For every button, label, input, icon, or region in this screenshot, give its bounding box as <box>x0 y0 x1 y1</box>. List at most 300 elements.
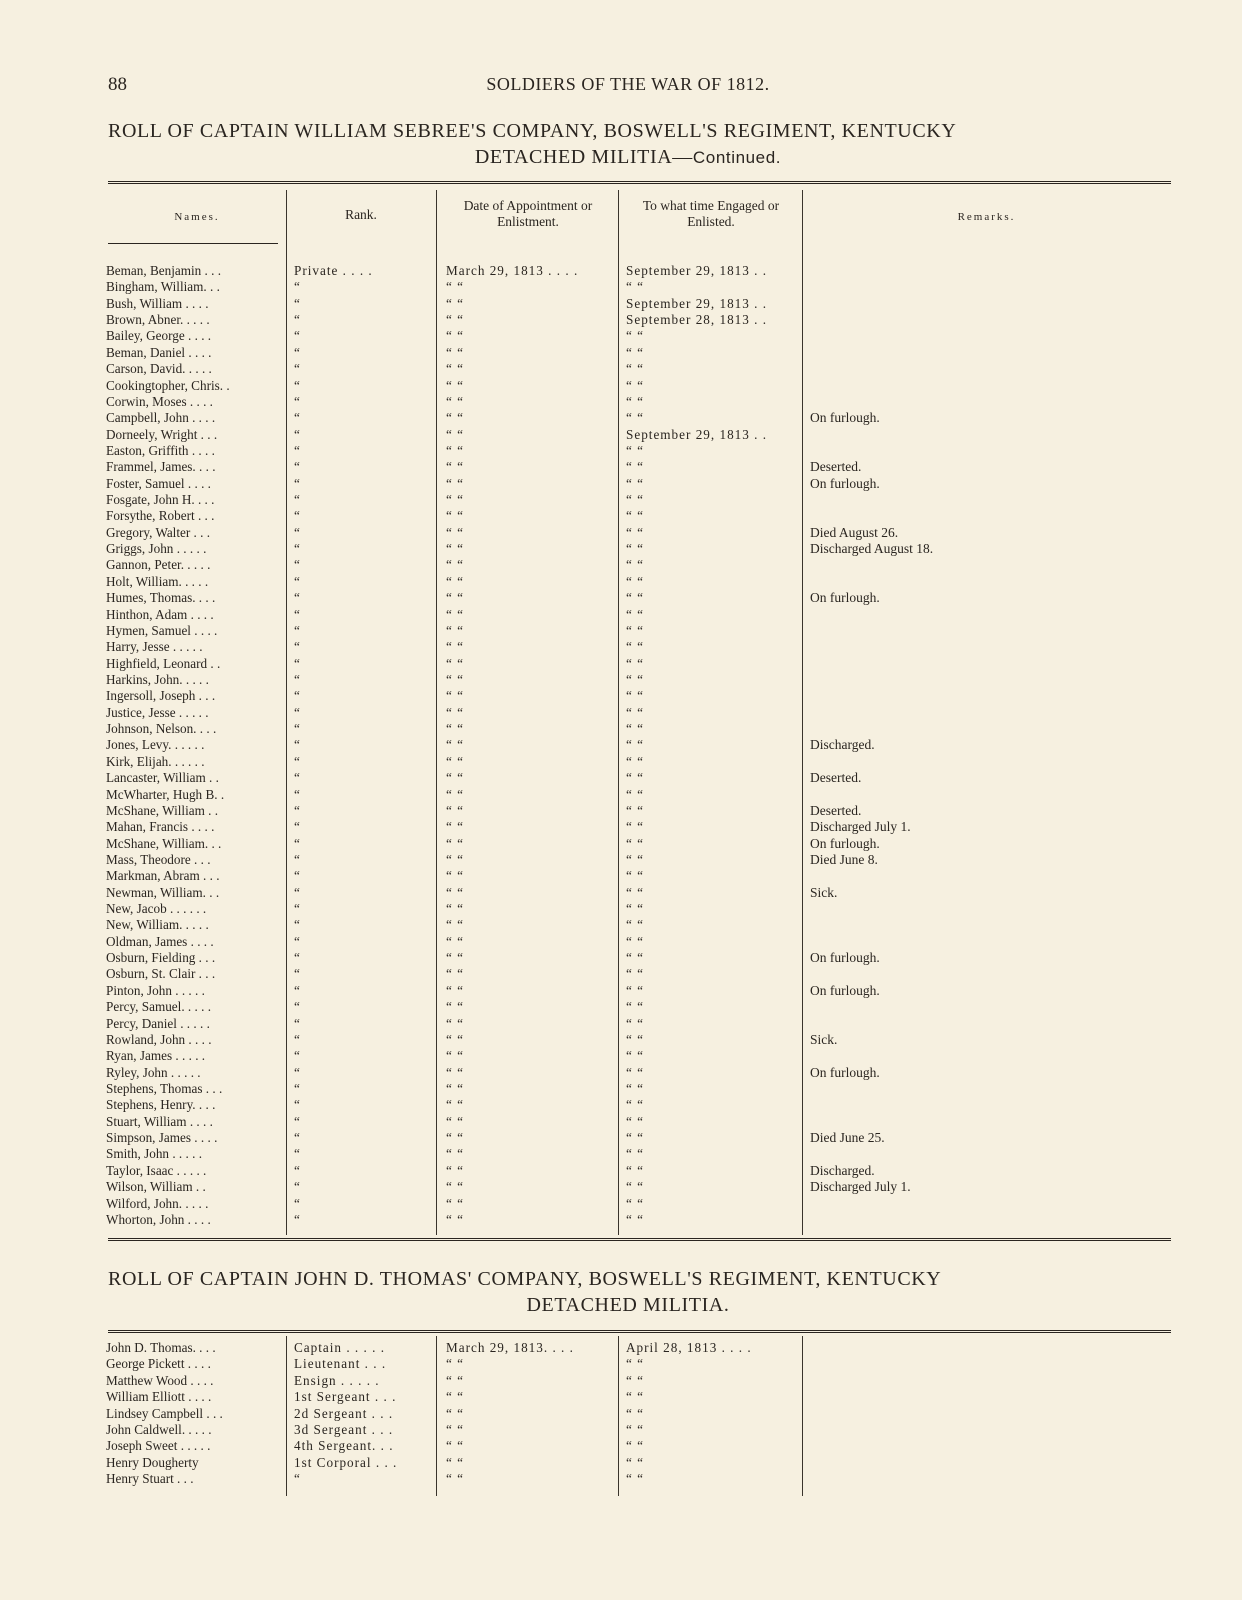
cell-term: “ “ <box>626 1356 645 1372</box>
cell-name: Mahan, Francis . . . . <box>106 819 215 835</box>
cell-rank: “ <box>294 1179 301 1195</box>
cell-name: Ingersoll, Joseph . . . <box>106 688 216 704</box>
roll1-divider-rank <box>286 190 287 1235</box>
cell-rank: “ <box>294 573 301 589</box>
cell-rank: “ <box>294 704 301 720</box>
cell-remarks: Discharged. <box>810 737 875 753</box>
cell-date: “ “ <box>446 459 465 475</box>
cell-remarks: Died June 8. <box>810 851 878 867</box>
cell-date: “ “ <box>446 1454 465 1470</box>
roll1-top-rule <box>108 181 1171 184</box>
cell-term: “ “ <box>626 688 645 704</box>
cell-date: “ “ <box>446 655 465 671</box>
cell-name: Johnson, Nelson. . . . <box>106 721 217 737</box>
cell-rank: “ <box>294 1048 301 1064</box>
cell-rank: Private . . . . <box>294 263 373 278</box>
cell-term: “ “ <box>626 1113 645 1129</box>
cell-name: Stephens, Thomas . . . <box>106 1081 223 1096</box>
cell-date: “ “ <box>446 835 465 851</box>
cell-term: “ “ <box>626 622 645 638</box>
cell-rank: “ <box>294 1064 301 1080</box>
cell-term: “ “ <box>626 541 645 557</box>
cell-rank: “ <box>294 508 301 524</box>
cell-date: “ “ <box>446 328 465 344</box>
cell-rank: “ <box>294 819 301 835</box>
cell-date: “ “ <box>446 1146 465 1162</box>
cell-term: “ “ <box>626 819 645 835</box>
cell-term: September 28, 1813 . . <box>626 312 768 328</box>
cell-remarks: On furlough. <box>810 1064 880 1080</box>
cell-name: Kirk, Elijah. . . . . . <box>106 753 205 769</box>
cell-date: “ “ <box>446 704 465 720</box>
cell-remarks: On furlough. <box>810 475 880 491</box>
cell-rank: “ <box>294 475 301 491</box>
cell-rank: “ <box>294 1130 301 1146</box>
roll1-col-remarks: Remarks. <box>957 211 1016 223</box>
cell-term: “ “ <box>626 1162 645 1178</box>
cell-rank: “ <box>294 279 301 295</box>
cell-name: Lindsey Campbell . . . <box>106 1405 223 1421</box>
cell-term: “ “ <box>626 933 645 949</box>
cell-rank: “ <box>294 1211 301 1227</box>
roll1-divider-date <box>436 190 437 1235</box>
cell-term: “ “ <box>626 1211 645 1227</box>
roll1-title-line1-text: ROLL OF CAPTAIN WILLIAM SEBREE'S COMPANY, BOSWELL'S REGIMENT, KENTUCKY <box>108 120 957 142</box>
cell-term: “ “ <box>626 950 645 966</box>
cell-name: Pinton, John . . . . . <box>106 982 205 998</box>
cell-term: “ “ <box>626 884 645 900</box>
cell-rank: “ <box>294 541 301 557</box>
cell-date: “ “ <box>446 851 465 867</box>
cell-rank: Captain . . . . . <box>294 1340 385 1355</box>
cell-remarks: Sick. <box>810 1031 838 1047</box>
cell-term: “ “ <box>626 492 645 508</box>
cell-date: “ “ <box>446 312 465 328</box>
cell-date: “ “ <box>446 1471 465 1487</box>
cell-name: Osburn, St. Clair . . . <box>106 966 216 982</box>
cell-name: Dorneely, Wright . . . <box>106 426 218 442</box>
cell-remarks: Sick. <box>810 884 838 900</box>
cell-name: Gregory, Walter . . . <box>106 524 211 540</box>
cell-date: “ “ <box>446 786 465 802</box>
cell-name: Ryan, James . . . . . <box>106 1048 206 1064</box>
cell-date: “ “ <box>446 999 465 1015</box>
cell-rank: “ <box>294 868 301 884</box>
cell-term: “ “ <box>626 721 645 737</box>
cell-rank: “ <box>294 590 301 606</box>
cell-name: Percy, Daniel . . . . . <box>106 1015 210 1031</box>
cell-rank: 1st Sergeant . . . <box>294 1389 397 1405</box>
cell-name: John D. Thomas. . . . <box>106 1340 216 1355</box>
cell-term: “ “ <box>626 770 645 786</box>
cell-name: Justice, Jesse . . . . . <box>106 704 209 720</box>
cell-date: “ “ <box>446 573 465 589</box>
cell-name: Joseph Sweet . . . . . <box>106 1438 211 1454</box>
cell-date: “ “ <box>446 475 465 491</box>
cell-date: “ “ <box>446 279 465 295</box>
cell-rank: “ <box>294 672 301 687</box>
cell-date: “ “ <box>446 1195 465 1211</box>
cell-term: “ “ <box>626 704 645 720</box>
cell-name: Taylor, Isaac . . . . . <box>106 1162 207 1178</box>
cell-name: Oldman, James . . . . <box>106 933 214 949</box>
cell-name: Henry Stuart . . . <box>106 1471 194 1487</box>
cell-name: Bingham, William. . . <box>106 279 220 295</box>
cell-name: Holt, William. . . . . <box>106 573 209 589</box>
cell-rank: “ <box>294 1195 301 1211</box>
cell-term: “ “ <box>626 672 645 687</box>
cell-name: Easton, Griffith . . . . <box>106 442 215 458</box>
roll1-divider-remarks <box>802 190 803 1235</box>
cell-date: “ “ <box>446 508 465 524</box>
cell-name: McShane, William . . <box>106 802 219 818</box>
cell-name: Stuart, William . . . . <box>106 1113 213 1129</box>
cell-rank: “ <box>294 753 301 769</box>
roll1-title-line2 <box>108 144 1148 171</box>
cell-rank: “ <box>294 1031 301 1047</box>
cell-term: “ “ <box>626 1405 645 1421</box>
cell-term: “ “ <box>626 1064 645 1080</box>
cell-term: “ “ <box>626 1454 645 1470</box>
cell-name: Harkins, John. . . . . <box>106 672 209 687</box>
cell-date: “ “ <box>446 442 465 458</box>
roll2-title <box>108 1266 1148 1318</box>
roll2-title-line2-text: DETACHED MILITIA. <box>526 1294 730 1316</box>
cell-date: “ “ <box>446 1031 465 1047</box>
cell-rank: “ <box>294 1162 301 1178</box>
cell-term: “ “ <box>626 459 645 475</box>
cell-term: “ “ <box>626 1195 645 1211</box>
cell-remarks: On furlough. <box>810 590 880 606</box>
cell-rank: “ <box>294 1146 301 1162</box>
cell-date: “ “ <box>446 524 465 540</box>
cell-date: “ “ <box>446 802 465 818</box>
cell-date: “ “ <box>446 393 465 409</box>
cell-name: Beman, Daniel . . . . <box>106 344 212 360</box>
cell-rank: “ <box>294 721 301 737</box>
page-header <box>108 74 1148 104</box>
cell-rank: “ <box>294 1097 301 1113</box>
cell-date: “ “ <box>446 426 465 442</box>
cell-rank: 4th Sergeant. . . <box>294 1438 394 1454</box>
cell-term: “ “ <box>626 655 645 671</box>
cell-rank: “ <box>294 344 301 360</box>
cell-term: “ “ <box>626 639 645 655</box>
cell-term: “ “ <box>626 917 645 933</box>
cell-name: Cookingtopher, Chris. . <box>106 377 230 393</box>
cell-rank: “ <box>294 361 301 377</box>
cell-date: “ “ <box>446 819 465 835</box>
cell-rank: “ <box>294 1113 301 1129</box>
roll1-bottom-rule <box>108 1238 1171 1241</box>
cell-remarks: On furlough. <box>810 410 880 426</box>
cell-name: Foster, Samuel . . . . <box>106 475 211 491</box>
cell-name: New, Jacob . . . . . . <box>106 901 207 917</box>
cell-term: “ “ <box>626 802 645 818</box>
cell-remarks: Discharged July 1. <box>810 1179 911 1195</box>
cell-date: “ “ <box>446 933 465 949</box>
cell-term: “ “ <box>626 508 645 524</box>
cell-rank: “ <box>294 295 301 311</box>
cell-date: “ “ <box>446 606 465 622</box>
cell-date: “ “ <box>446 688 465 704</box>
cell-rank: “ <box>294 410 301 426</box>
cell-name: Wilford, John. . . . . <box>106 1195 209 1211</box>
cell-rank: “ <box>294 950 301 966</box>
cell-rank: “ <box>294 459 301 475</box>
cell-date: “ “ <box>446 492 465 508</box>
cell-remarks: Died June 25. <box>810 1130 885 1146</box>
cell-name: John Caldwell. . . . . <box>106 1422 212 1437</box>
cell-date: “ “ <box>446 361 465 377</box>
cell-remarks: Discharged August 18. <box>810 541 934 557</box>
cell-rank: “ <box>294 982 301 998</box>
cell-date: “ “ <box>446 639 465 655</box>
cell-rank: “ <box>294 786 301 802</box>
cell-term: “ “ <box>626 1048 645 1064</box>
cell-term: “ “ <box>626 999 645 1015</box>
cell-date: “ “ <box>446 1179 465 1195</box>
cell-date: “ “ <box>446 1097 465 1113</box>
roll2-title-line2 <box>108 1292 1148 1318</box>
cell-term: “ “ <box>626 1130 645 1146</box>
cell-date: “ “ <box>446 1113 465 1129</box>
cell-name: Mass, Theodore . . . <box>106 851 211 867</box>
cell-name: Osburn, Fielding . . . <box>106 950 216 966</box>
cell-name: Smith, John . . . . . <box>106 1146 202 1162</box>
cell-rank: “ <box>294 835 301 851</box>
cell-name: Hymen, Samuel . . . . <box>106 622 218 638</box>
cell-term: “ “ <box>626 868 645 884</box>
cell-date: “ “ <box>446 753 465 769</box>
cell-date: “ “ <box>446 295 465 311</box>
cell-rank: “ <box>294 1471 301 1487</box>
cell-name: Fosgate, John H. . . . <box>106 492 215 508</box>
cell-rank: “ <box>294 966 301 982</box>
cell-term: “ “ <box>626 393 645 409</box>
cell-term: “ “ <box>626 851 645 867</box>
cell-term: “ “ <box>626 361 645 377</box>
cell-term: September 29, 1813 . . <box>626 295 768 311</box>
cell-rank: Ensign . . . . . <box>294 1372 380 1388</box>
cell-rank: “ <box>294 688 301 704</box>
roll2-top-rule <box>108 1330 1171 1333</box>
cell-date: “ “ <box>446 884 465 900</box>
cell-date: “ “ <box>446 1438 465 1454</box>
cell-term: “ “ <box>626 966 645 982</box>
cell-term: “ “ <box>626 328 645 344</box>
cell-term: “ “ <box>626 279 645 295</box>
cell-term: “ “ <box>626 410 645 426</box>
cell-name: Gannon, Peter. . . . . <box>106 557 211 573</box>
cell-name: Jones, Levy. . . . . . <box>106 737 205 753</box>
roll2-divider-rank <box>286 1336 287 1496</box>
cell-name: Lancaster, William . . <box>106 770 219 786</box>
cell-date: March 29, 1813 . . . . <box>446 263 579 278</box>
cell-term: “ “ <box>626 606 645 622</box>
cell-date: “ “ <box>446 917 465 933</box>
cell-name: Bailey, George . . . . <box>106 328 212 344</box>
cell-remarks: On furlough. <box>810 982 880 998</box>
cell-date: “ “ <box>446 344 465 360</box>
cell-date: “ “ <box>446 901 465 917</box>
cell-term: “ “ <box>626 1422 645 1437</box>
cell-rank: “ <box>294 639 301 655</box>
cell-date: “ “ <box>446 1422 465 1437</box>
cell-rank: “ <box>294 917 301 933</box>
cell-name: Whorton, John . . . . <box>106 1211 211 1227</box>
cell-term: September 29, 1813 . . <box>626 263 768 278</box>
cell-rank: “ <box>294 606 301 622</box>
cell-term: “ “ <box>626 590 645 606</box>
cell-term: “ “ <box>626 442 645 458</box>
cell-date: “ “ <box>446 1389 465 1405</box>
cell-term: “ “ <box>626 1015 645 1031</box>
cell-rank: “ <box>294 312 301 328</box>
roll2-divider-remarks <box>802 1336 803 1496</box>
cell-rank: “ <box>294 933 301 949</box>
page-number: 88 <box>108 74 127 95</box>
cell-remarks: On furlough. <box>810 835 880 851</box>
cell-name: Henry Dougherty <box>106 1454 199 1470</box>
roll2-title-line1 <box>108 1266 1148 1292</box>
cell-term: “ “ <box>626 901 645 917</box>
cell-date: “ “ <box>446 541 465 557</box>
roll1-col-term: To what time Engaged or Enlisted. <box>642 198 780 229</box>
cell-term: “ “ <box>626 786 645 802</box>
cell-rank: “ <box>294 1081 301 1096</box>
cell-name: Humes, Thomas. . . . <box>106 590 216 606</box>
cell-name: Rowland, John . . . . <box>106 1031 212 1047</box>
cell-rank: 2d Sergeant . . . <box>294 1405 394 1421</box>
cell-date: “ “ <box>446 1356 465 1372</box>
cell-name: Corwin, Moses . . . . <box>106 393 213 409</box>
cell-name: Campbell, John . . . . <box>106 410 216 426</box>
cell-term: “ “ <box>626 524 645 540</box>
cell-rank: “ <box>294 377 301 393</box>
cell-name: McWharter, Hugh B. . <box>106 786 225 802</box>
cell-date: “ “ <box>446 737 465 753</box>
cell-name: Highfield, Leonard . . <box>106 655 221 671</box>
roll1-title-continued: Continued. <box>692 148 782 167</box>
cell-name: Ryley, John . . . . . <box>106 1064 201 1080</box>
cell-remarks: Discharged July 1. <box>810 819 911 835</box>
roll1-col-names: Names. <box>174 211 220 223</box>
cell-date: “ “ <box>446 410 465 426</box>
cell-name: Forsythe, Robert . . . <box>106 508 215 524</box>
cell-term: “ “ <box>626 1389 645 1405</box>
cell-term: “ “ <box>626 573 645 589</box>
cell-term: “ “ <box>626 1438 645 1454</box>
cell-term: “ “ <box>626 1372 645 1388</box>
roll2-title-line1-text: ROLL OF CAPTAIN JOHN D. THOMAS' COMPANY, BOSWELL'S REGIMENT, KENTUCKY <box>108 1268 942 1290</box>
cell-rank: “ <box>294 999 301 1015</box>
roll1-title-line2-text: DETACHED MILITIA— <box>474 146 693 168</box>
cell-remarks: On furlough. <box>810 950 880 966</box>
roll1-divider-term <box>618 190 619 1235</box>
cell-term: “ “ <box>626 737 645 753</box>
cell-name: Markman, Abram . . . <box>106 868 220 884</box>
cell-rank: “ <box>294 328 301 344</box>
cell-rank: “ <box>294 524 301 540</box>
cell-name: McShane, William. . . <box>106 835 222 851</box>
cell-remarks: Discharged. <box>810 1162 875 1178</box>
cell-rank: “ <box>294 393 301 409</box>
cell-date: “ “ <box>446 721 465 737</box>
cell-date: “ “ <box>446 966 465 982</box>
cell-date: “ “ <box>446 868 465 884</box>
cell-date: “ “ <box>446 1064 465 1080</box>
cell-name: Bush, William . . . . <box>106 295 209 311</box>
cell-rank: “ <box>294 901 301 917</box>
cell-name: Stephens, Henry. . . . <box>106 1097 216 1113</box>
cell-date: “ “ <box>446 622 465 638</box>
cell-rank: 3d Sergeant . . . <box>294 1422 394 1437</box>
roll1-header-underline <box>108 243 278 244</box>
cell-name: Frammel, James. . . . <box>106 459 216 475</box>
cell-date: “ “ <box>446 557 465 573</box>
cell-date: “ “ <box>446 982 465 998</box>
cell-name: Carson, David. . . . . <box>106 361 212 377</box>
cell-date: “ “ <box>446 770 465 786</box>
cell-rank: “ <box>294 442 301 458</box>
cell-date: “ “ <box>446 672 465 687</box>
roll1-col-rank: Rank. <box>345 207 377 222</box>
cell-name: Percy, Samuel. . . . . <box>106 999 211 1015</box>
roll2-divider-term <box>618 1336 619 1496</box>
roll1-col-date: Date of Appointment or Enlistment. <box>463 198 593 229</box>
cell-name: Beman, Benjamin . . . <box>106 263 222 278</box>
cell-rank: “ <box>294 557 301 573</box>
cell-date: “ “ <box>446 1211 465 1227</box>
cell-term: “ “ <box>626 1471 645 1487</box>
cell-name: Matthew Wood . . . . <box>106 1372 214 1388</box>
cell-term: “ “ <box>626 835 645 851</box>
running-title: SOLDIERS OF THE WAR OF 1812. <box>486 74 770 94</box>
roll2-divider-date <box>436 1336 437 1496</box>
cell-name: Griggs, John . . . . . <box>106 541 207 557</box>
cell-rank: “ <box>294 655 301 671</box>
cell-date: “ “ <box>446 377 465 393</box>
cell-rank: “ <box>294 884 301 900</box>
cell-term: April 28, 1813 . . . . <box>626 1340 752 1355</box>
cell-name: Brown, Abner. . . . . <box>106 312 210 328</box>
cell-date: “ “ <box>446 950 465 966</box>
cell-date: “ “ <box>446 1372 465 1388</box>
cell-term: “ “ <box>626 1146 645 1162</box>
cell-name: Simpson, James . . . . <box>106 1130 218 1146</box>
cell-term: “ “ <box>626 1179 645 1195</box>
cell-rank: Lieutenant . . . <box>294 1356 387 1372</box>
cell-date: “ “ <box>446 1048 465 1064</box>
cell-rank: “ <box>294 737 301 753</box>
cell-date: “ “ <box>446 1405 465 1421</box>
cell-term: “ “ <box>626 982 645 998</box>
cell-name: Hinthon, Adam . . . . <box>106 606 214 622</box>
cell-term: “ “ <box>626 753 645 769</box>
cell-remarks: Deserted. <box>810 770 862 786</box>
cell-remarks: Deserted. <box>810 459 862 475</box>
cell-date: “ “ <box>446 1081 465 1096</box>
cell-term: “ “ <box>626 377 645 393</box>
cell-date: “ “ <box>446 590 465 606</box>
cell-remarks: Deserted. <box>810 802 862 818</box>
cell-rank: “ <box>294 770 301 786</box>
cell-date: “ “ <box>446 1130 465 1146</box>
cell-term: “ “ <box>626 1031 645 1047</box>
cell-rank: “ <box>294 802 301 818</box>
cell-term: September 29, 1813 . . <box>626 426 768 442</box>
